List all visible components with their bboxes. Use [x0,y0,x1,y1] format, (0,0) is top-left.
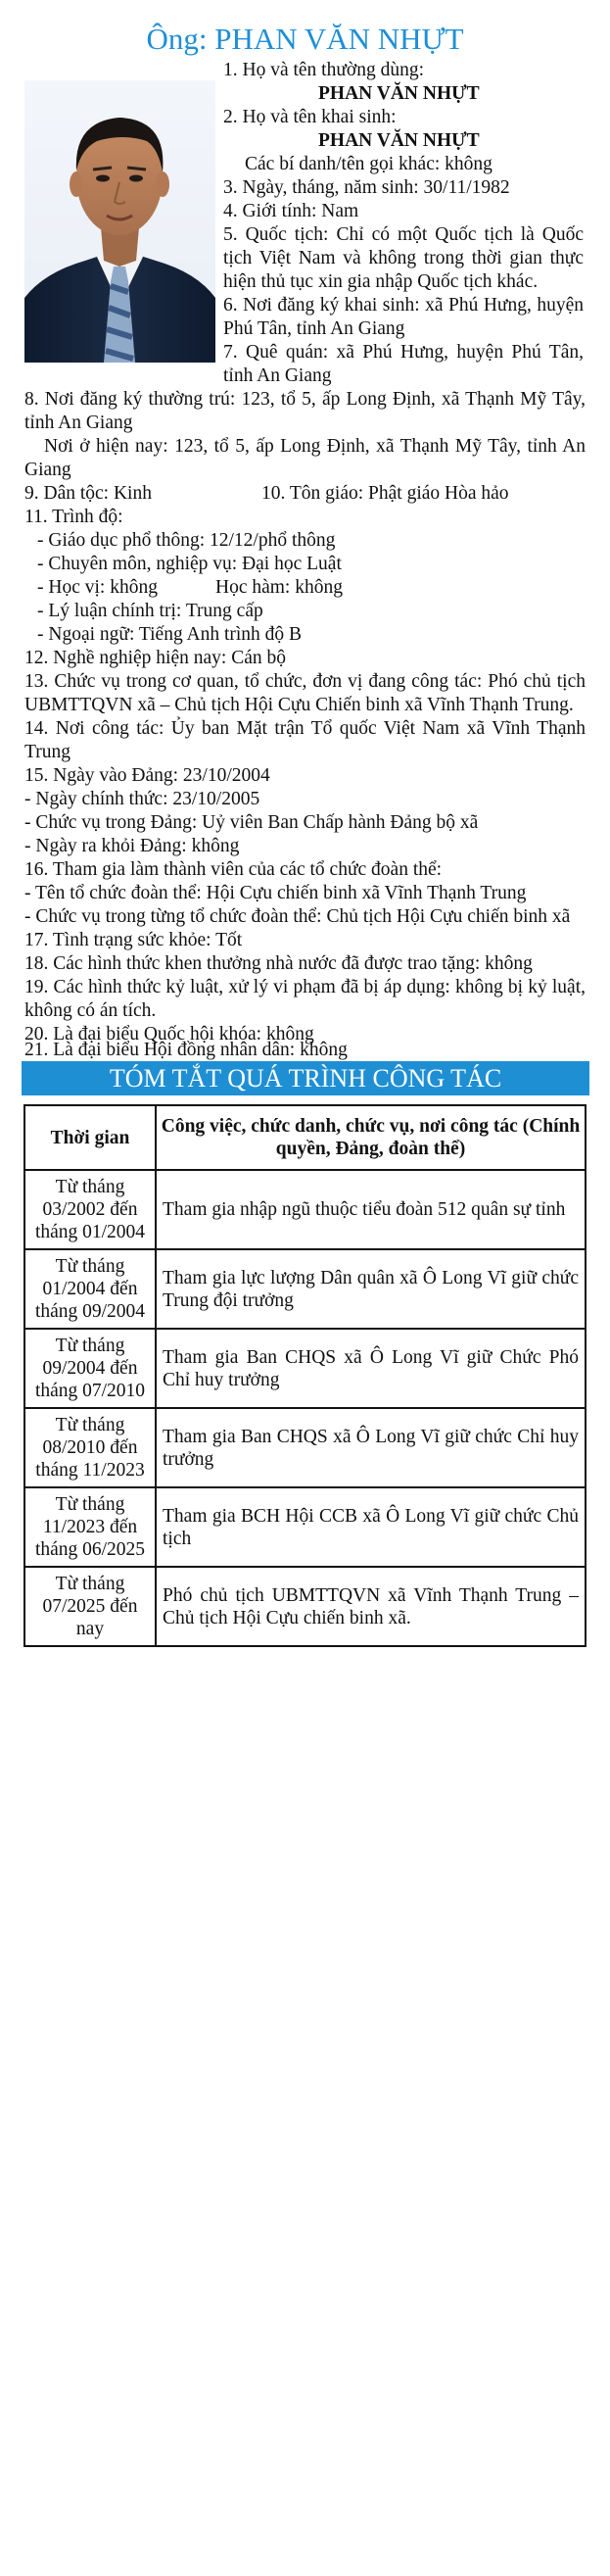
row-time: Từ tháng 08/2010 đến tháng 11/2023 [24,1408,156,1487]
table-row [24,1487,586,1567]
row-job: Tham gia nhập ngũ thuộc tiểu đoàn 512 quân sự tỉnh [156,1170,586,1249]
row-time: Từ tháng 01/2004 đến tháng 09/2004 [24,1249,156,1329]
bio-party-position: - Chức vụ trong Đảng: Uỷ viên Ban Chấp hành Đảng bộ xã [24,812,479,833]
bio-organization-name: - Tên tổ chức đoàn thể: Hội Cựu chiến binh xã Vĩnh Thạnh Trung [24,883,527,903]
table-row [24,1567,586,1646]
bio-gender: 4. Giới tính: Nam [223,201,359,221]
bio-birthdate: 3. Ngày, tháng, năm sinh: 30/11/1982 [223,177,510,198]
page-title [0,22,610,57]
work-history-banner: TÓM TẮT QUÁ TRÌNH CÔNG TÁC [22,1061,589,1095]
bio-nationality: 5. Quốc tịch: Chỉ có một Quốc tịch là Quốc tịch Việt Nam và không trong thời gian thực hiện thủ tục xin gia nhập Quốc tịch khác. [223,224,584,292]
bio-general-education: - Giáo dục phổ thông: 12/12/phổ thông [37,530,336,551]
bio-professional-qualification: - Chuyên môn, nghiệp vụ: Đại học Luật [37,554,342,574]
row-time: Từ tháng 09/2004 đến tháng 07/2010 [24,1329,156,1408]
bio-workplace: 14. Nơi công tác: Ủy ban Mặt trận Tổ quốc Việt Nam xã Vĩnh Thạnh Trung [24,718,586,762]
bio-discipline: 19. Các hình thức kỷ luật, xử lý vi phạm đã bị áp dụng: không bị kỷ luật, không có án tích. [24,977,586,1021]
header-time: Thời gian [24,1105,156,1170]
portrait-photo [24,80,215,363]
title-prefix: Ông: [146,22,208,56]
bio-birth-registration: 6. Nơi đăng ký khai sinh: xã Phú Hưng, huyện Phú Tân, tỉnh An Giang [223,295,584,339]
row-job: Tham gia BCH Hội CCB xã Ô Long Vĩ giữ chức Chủ tịch [156,1487,586,1567]
bio-current-residence: Nơi ở hiện nay: 123, tổ 5, ấp Long Định, xã Thạnh Mỹ Tây, tỉnh An Giang [24,436,586,480]
row-time: Từ tháng 11/2023 đến tháng 06/2025 [24,1487,156,1567]
bio-religion: 10. Tôn giáo: Phật giáo Hòa hảo [261,483,509,504]
row-job: Tham gia Ban CHQS xã Ô Long Vĩ giữ chức Chỉ huy trưởng [156,1408,586,1487]
bio-education-heading: 11. Trình độ: [24,507,123,527]
bio-birth-name-label: 2. Họ và tên khai sinh: [223,107,397,127]
bio-academic-title: Học hàm: không [215,577,343,598]
work-history-table [23,1104,587,1647]
bio-degree: - Học vị: không [37,577,158,598]
bio-organization-position: - Chức vụ trong từng tổ chức đoàn thể: Chủ tịch Hội Cựu chiến binh xã [24,906,571,927]
row-job: Tham gia lực lượng Dân quân xã Ô Long Vĩ giữ chức Trung đội trưởng [156,1249,586,1329]
bio-birth-name-value: PHAN VĂN NHỰT [318,130,480,151]
bio-party-leave-date: - Ngày ra khỏi Đảng: không [24,836,240,856]
table-row [24,1329,586,1408]
bio-occupation: 12. Nghề nghiệp hiện nay: Cán bộ [24,648,286,668]
row-time: Từ tháng 03/2002 đến tháng 01/2004 [24,1170,156,1249]
table-row [24,1249,586,1329]
bio-health: 17. Tình trạng sức khỏe: Tốt [24,930,243,950]
table-header-row [24,1105,586,1170]
bio-organizations-heading: 16. Tham gia làm thành viên của các tổ chức đoàn thể: [24,859,443,880]
bio-common-name-label: 1. Họ và tên thường dùng: [223,60,425,80]
header-job: Công việc, chức danh, chức vụ, nơi công tác (Chính quyền, Đảng, đoàn thể) [156,1105,586,1170]
bio-permanent-residence: 8. Nơi đăng ký thường trú: 123, tổ 5, ấp Long Định, xã Thạnh Mỹ Tây, tỉnh An Giang [24,389,586,433]
title-name: PHAN VĂN NHỰT [214,22,464,56]
bio-current-position: 13. Chức vụ trong cơ quan, tổ chức, đơn vị đang công tác: Phó chủ tịch UBMTTQVN xã – Chủ tịch Hội Cựu Chiến binh xã Vĩnh Thạnh Trung. [24,671,586,715]
bio-party-join-date: 15. Ngày vào Đảng: 23/10/2004 [24,765,270,786]
portrait-illustration [24,80,215,363]
bio-political-theory: - Lý luận chính trị: Trung cấp [37,601,263,621]
row-job: Phó chủ tịch UBMTTQVN xã Vĩnh Thạnh Trung – Chủ tịch Hội Cựu chiến binh xã. [156,1567,586,1646]
bio-foreign-language: - Ngoại ngữ: Tiếng Anh trình độ B [37,624,303,645]
bio-alias: Các bí danh/tên gọi khác: không [245,154,493,174]
row-job: Tham gia Ban CHQS xã Ô Long Vĩ giữ Chức Phó Chỉ huy trưởng [156,1329,586,1408]
bio-hometown: 7. Quê quán: xã Phú Hưng, huyện Phú Tân, tỉnh An Giang [223,342,584,386]
table-row [24,1408,586,1487]
row-time: Từ tháng 07/2025 đến nay [24,1567,156,1646]
bio-peoples-council: 21. Là đại biểu Hội đồng nhân dân: không [24,1040,348,1060]
bio-ethnicity: 9. Dân tộc: Kinh [24,483,152,504]
table-row [24,1170,586,1249]
bio-national-assembly: 20. Là đại biểu Quốc hội khóa: không [24,1024,314,1045]
bio-party-official-date: - Ngày chính thức: 23/10/2005 [24,789,260,809]
bio-awards: 18. Các hình thức khen thưởng nhà nước đã được trao tặng: không [24,953,533,974]
bio-common-name-value: PHAN VĂN NHỰT [318,83,480,104]
